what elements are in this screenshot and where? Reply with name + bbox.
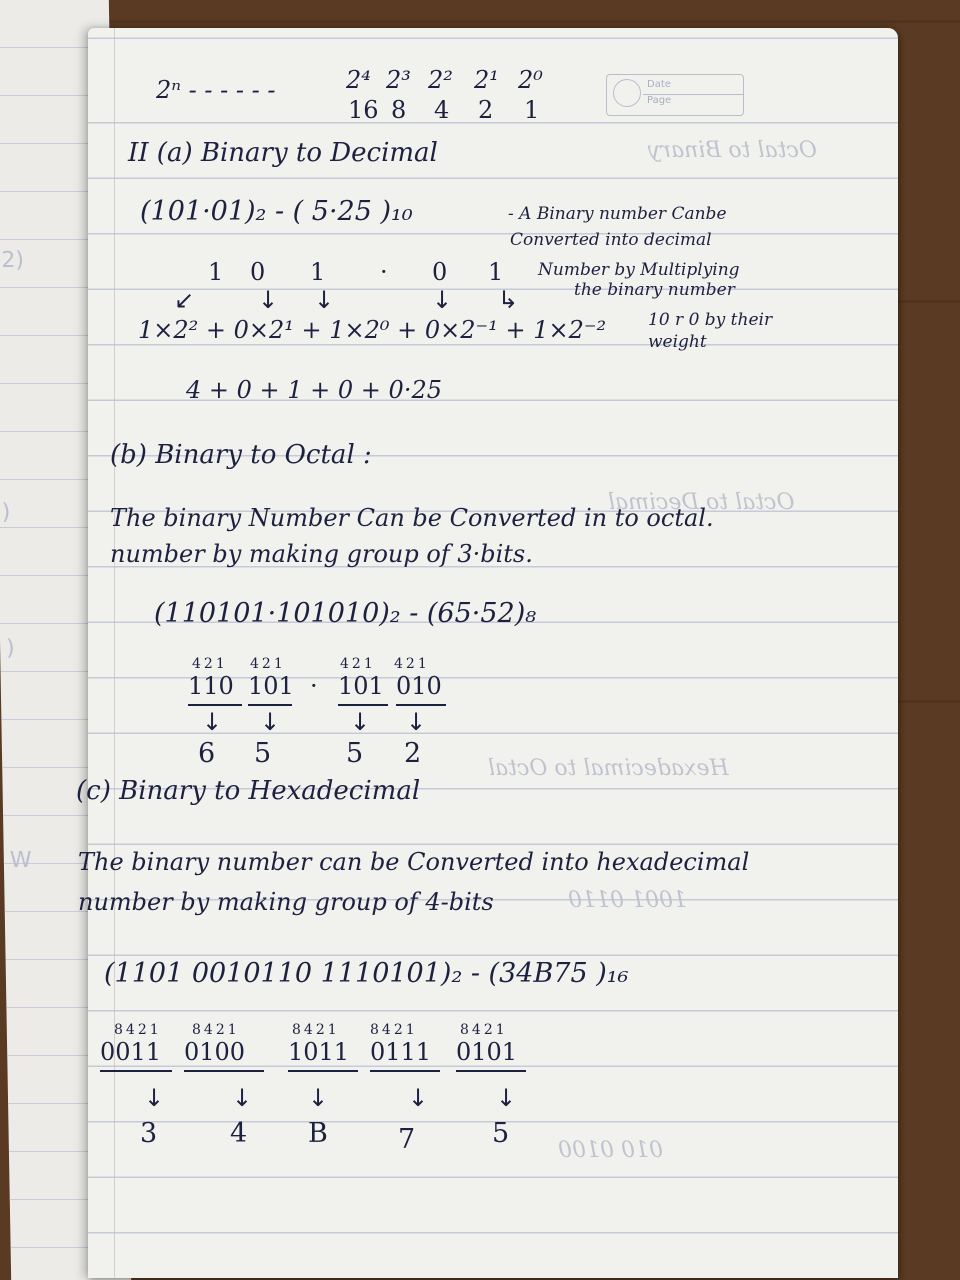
- bit-group: ·: [310, 672, 318, 700]
- group-underline: [188, 704, 242, 706]
- power-value: 16: [348, 96, 379, 124]
- section-b-equation: (110101·101010)₂ - (65·52)₈: [154, 598, 537, 629]
- bit-group: 0100: [184, 1038, 246, 1066]
- bleed-through-text: 010 0100: [558, 1138, 663, 1163]
- section-a-note: Converted into decimal: [510, 230, 712, 250]
- bleed-through-text: 1001 0110: [568, 888, 687, 913]
- section-a-title: II (a) Binary to Decimal: [128, 138, 438, 168]
- hex-digit: 4: [230, 1118, 248, 1149]
- left-page-mark: 2): [1, 248, 25, 273]
- group-underline: [456, 1070, 526, 1072]
- powers-label: 2ⁿ - - - - - -: [156, 76, 276, 104]
- date-label: Date: [647, 79, 671, 90]
- arrow-down-icon: ↳: [498, 286, 519, 314]
- bit-weights: 421: [250, 656, 286, 672]
- bleed-through-text: Octal to Binary: [648, 138, 817, 163]
- section-c-description: The binary number can be Converted into hexadecimal: [78, 848, 750, 876]
- section-c-equation: (1101 0010110 1110101)₂ - (34B75 )₁₆: [104, 958, 629, 989]
- bleed-through-text: Octal to Decimal: [608, 490, 795, 515]
- power-term: 2¹: [474, 66, 499, 94]
- section-a-expansion: 1×2² + 0×2¹ + 1×2⁰ + 0×2⁻¹ + 1×2⁻²: [138, 316, 607, 344]
- bit-weights: 8421: [370, 1022, 418, 1038]
- notebook-page: [76, 28, 898, 1278]
- section-b-title: (b) Binary to Octal :: [110, 440, 372, 470]
- left-page-mark: ): [5, 636, 15, 661]
- power-term: 2⁰: [518, 66, 543, 94]
- octal-digit: 6: [198, 738, 216, 769]
- hex-digit: B: [308, 1118, 328, 1149]
- group-underline: [100, 1070, 172, 1072]
- section-a-note: the binary number: [574, 280, 735, 300]
- hex-digit: 3: [140, 1118, 158, 1149]
- bit-group: 0111: [370, 1038, 432, 1066]
- bit-weights: 8421: [460, 1022, 508, 1038]
- arrow-down-icon: ↓: [408, 1084, 429, 1112]
- bit-group: 101: [338, 672, 384, 700]
- binary-digit: 1: [310, 258, 326, 286]
- power-value: 4: [434, 96, 450, 124]
- binary-digit: ·: [380, 258, 388, 286]
- arrow-down-icon: ↙: [174, 286, 195, 314]
- bit-group: 010: [396, 672, 442, 700]
- binary-digit: 1: [488, 258, 504, 286]
- octal-digit: 2: [404, 738, 422, 769]
- bit-weights: 421: [394, 656, 430, 672]
- arrow-down-icon: ↓: [232, 1084, 253, 1112]
- binary-digit: 1: [208, 258, 224, 286]
- arrow-down-icon: ↓: [496, 1084, 517, 1112]
- arrow-down-icon: ↓: [406, 708, 427, 736]
- section-a-note: weight: [648, 332, 707, 352]
- power-value: 2: [478, 96, 494, 124]
- section-a-note: 10 r 0 by their: [648, 310, 773, 330]
- arrow-down-icon: ↓: [258, 286, 279, 314]
- hex-digit: 7: [398, 1124, 416, 1155]
- bit-group: 0011: [100, 1038, 162, 1066]
- octal-digit: 5: [254, 738, 272, 769]
- bleed-through-text: Hexadecimal to Octal: [488, 756, 729, 781]
- date-page-box: [606, 74, 744, 116]
- bit-weights: 8421: [292, 1022, 340, 1038]
- binary-digit: 0: [432, 258, 448, 286]
- section-b-description: The binary Number Can be Converted in to octal.: [110, 504, 714, 532]
- arrow-down-icon: ↓: [314, 286, 335, 314]
- power-value: 8: [391, 96, 407, 124]
- section-c-title: (c) Binary to Hexadecimal: [76, 776, 421, 806]
- notebook-logo-icon: [613, 79, 641, 107]
- arrow-down-icon: ↓: [350, 708, 371, 736]
- group-underline: [288, 1070, 358, 1072]
- power-term: 2²: [428, 66, 453, 94]
- section-a-sum: 4 + 0 + 1 + 0 + 0·25: [186, 376, 442, 404]
- section-a-equation: (101·01)₂ - ( 5·25 )₁₀: [140, 196, 413, 227]
- arrow-down-icon: ↓: [144, 1084, 165, 1112]
- hex-digit: 5: [492, 1118, 510, 1149]
- arrow-down-icon: ↓: [260, 708, 281, 736]
- bit-group: 0101: [456, 1038, 518, 1066]
- bit-group: 101: [248, 672, 294, 700]
- bit-group: 1011: [288, 1038, 350, 1066]
- bit-group: 110: [188, 672, 234, 700]
- power-value: 1: [524, 96, 540, 124]
- bit-weights: 421: [192, 656, 228, 672]
- power-term: 2³: [386, 66, 411, 94]
- margin-line: [114, 28, 115, 1278]
- section-a-note: - A Binary number Canbe: [508, 204, 727, 224]
- bit-weights: 8421: [114, 1022, 162, 1038]
- binary-digit: 0: [250, 258, 266, 286]
- group-underline: [370, 1070, 440, 1072]
- group-underline: [396, 704, 446, 706]
- bit-weights: 421: [340, 656, 376, 672]
- section-a-note: Number by Multiplying: [538, 260, 740, 280]
- group-underline: [248, 704, 292, 706]
- group-underline: [184, 1070, 264, 1072]
- section-b-description: number by making group of 3·bits.: [110, 540, 533, 568]
- bit-weights: 8421: [192, 1022, 240, 1038]
- arrow-down-icon: ↓: [308, 1084, 329, 1112]
- octal-digit: 5: [346, 738, 364, 769]
- left-page-mark: W: [9, 848, 32, 873]
- left-page-mark: ): [1, 500, 11, 525]
- page-label: Page: [647, 95, 672, 106]
- arrow-down-icon: ↓: [202, 708, 223, 736]
- section-c-description: number by making group of 4-bits: [78, 888, 494, 916]
- arrow-down-icon: ↓: [432, 286, 453, 314]
- group-underline: [338, 704, 388, 706]
- power-term: 2⁴: [346, 66, 371, 94]
